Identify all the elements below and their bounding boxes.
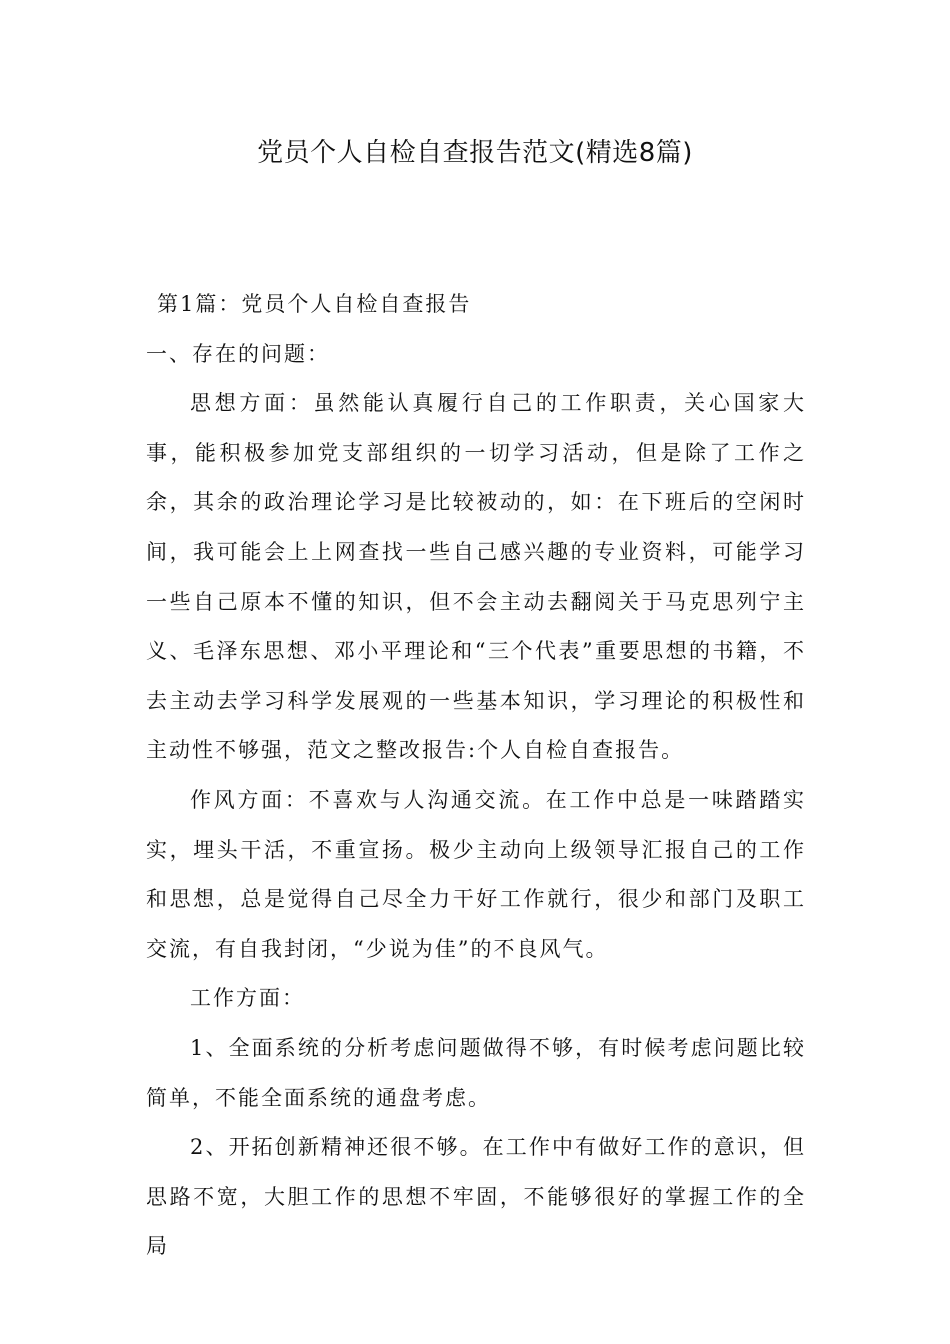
paragraph-thought: 思想方面：虽然能认真履行自己的工作职责，关心国家大事，能积极参加党支部组织的一切学习活动，但是除了工作之余，其余的政治理论学习是比较被动的，如：在下班后的空闲时间，我可能会上上网查找一些自己感兴趣的专业资料，可能学习一些自己原本不懂的知识，但不会主动去翻阅关于马克思列宁主义、毛泽东思想、邓小平理论和“三个代表”重要思想的书籍，不去主动去学习科学发展观的一些基本知识，学习理论的积极性和主动性不够强，范文之整改报告:个人自检自查报告。 bbox=[146, 391, 806, 763]
paragraph-item-2: 2、开拓创新精神还很不够。在工作中有做好工作的意识，但思路不宽，大胆工作的思想不牢固，不能够很好的掌握工作的全局 bbox=[146, 1135, 806, 1259]
paragraph-style: 作风方面：不喜欢与人沟通交流。在工作中总是一味踏踏实实，埋头干活，不重宣扬。极少主动向上级领导汇报自己的工作和思想，总是觉得自己尽全力干好工作就行，很少和部门及职工交流，有自我封闭，“少说为佳”的不良风气。 bbox=[146, 787, 806, 961]
document-body bbox=[146, 280, 806, 1272]
document-title: 党员个人自检自查报告范文(精选8篇) bbox=[257, 138, 693, 168]
subheading-problems: 一、存在的问题： bbox=[146, 341, 330, 366]
section-heading: 第1篇：党员个人自检自查报告 bbox=[157, 292, 472, 316]
paragraph-work-heading: 工作方面： bbox=[190, 986, 305, 1011]
paragraph-item-1: 1、全面系统的分析考虑问题做得不够，有时候考虑问题比较简单，不能全面系统的通盘考虑。 bbox=[146, 1035, 806, 1110]
